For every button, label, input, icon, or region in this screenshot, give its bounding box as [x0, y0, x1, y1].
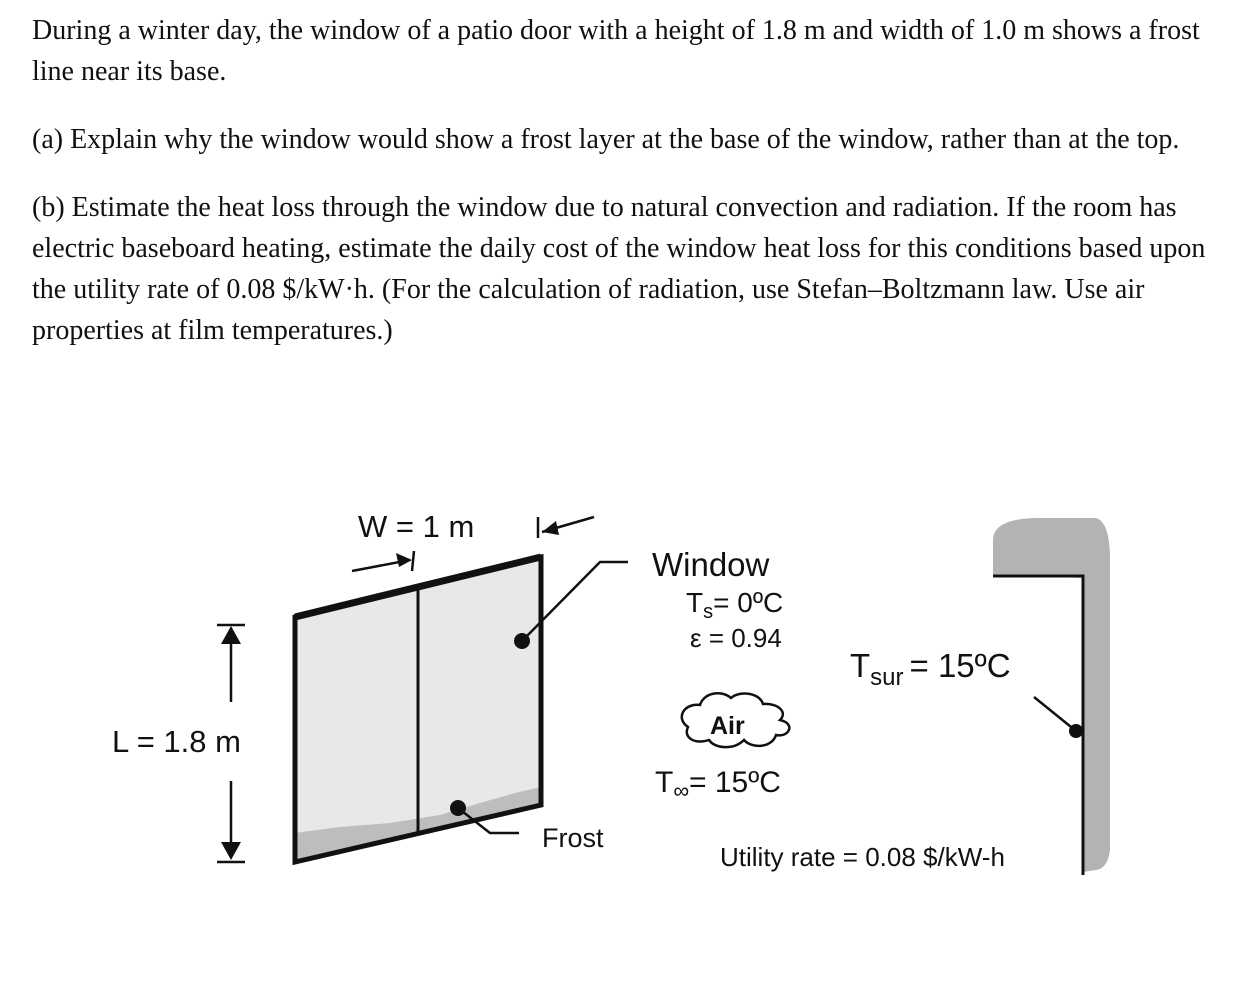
- length-label: L = 1.8 m: [112, 724, 241, 759]
- width-label: W = 1 m: [358, 509, 475, 544]
- frost-label: Frost: [542, 823, 604, 853]
- length-arrow-top: [221, 626, 241, 644]
- surface-temp-label: $T_s=$ 0ºC: [686, 587, 784, 623]
- window-label: Window: [652, 546, 770, 583]
- problem-intro: During a winter day, the window of a patio door with a height of 1.8 m and width of 1.0 m shows a frost line near its base.: [32, 15, 1200, 87]
- ambient-temp-label: $T_\infty=$ 15ºC: [655, 766, 781, 803]
- length-arrow-bottom: [221, 842, 241, 860]
- problem-part-b: (b) Estimate the heat loss through the window due to natural convection and radiation. If the room has electric baseboard heating, estimate the daily cost of the window heat loss for this conditions based upon the utility rate of 0.08 $/kW·h. (For the calculation of radiation, use Stefan–Boltzmann law. Use air properties at film temperatures.): [32, 192, 1206, 346]
- utility-rate-label: Utility rate = 0.08 $/kW-h: [720, 842, 1005, 872]
- width-arrow-right: [542, 521, 559, 535]
- surroundings-wall: [993, 518, 1110, 872]
- emissivity-label: ε = 0.94: [690, 623, 782, 653]
- width-arrow-left: [396, 553, 412, 567]
- surroundings-temp-label: $T_{sur}$ = 15ºC: [850, 647, 1011, 691]
- wall-leader-line: [1034, 697, 1076, 731]
- air-label: Air: [710, 712, 745, 740]
- problem-part-a: (a) Explain why the window would show a frost layer at the base of the window, rather than at the top.: [32, 124, 1180, 155]
